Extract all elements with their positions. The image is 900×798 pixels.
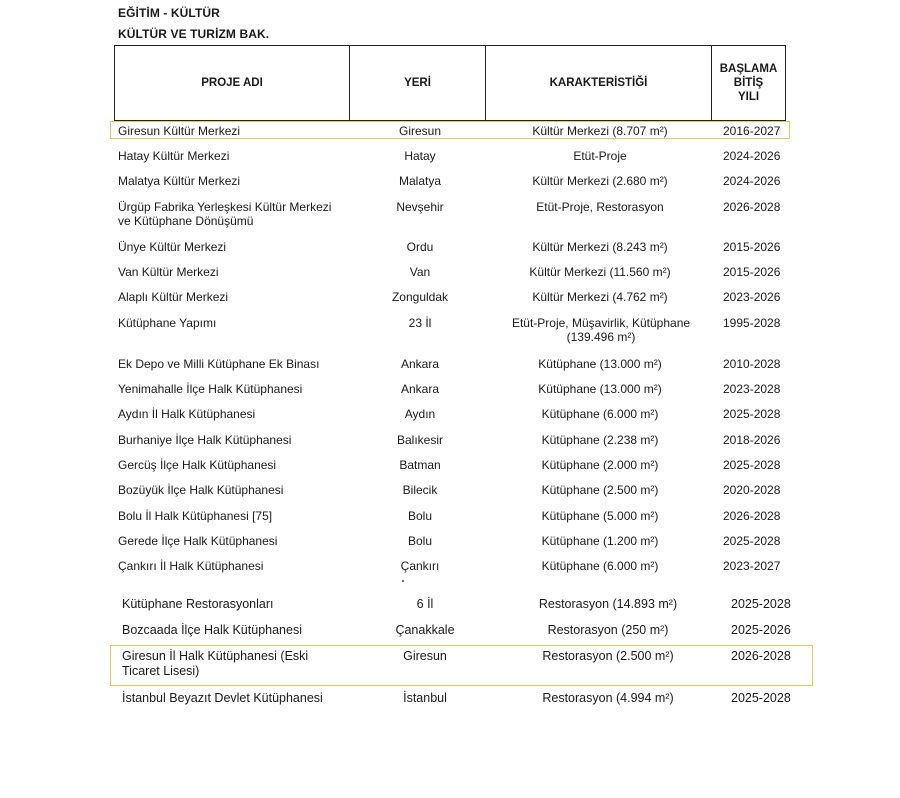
table-header	[114, 45, 786, 121]
cell-location: Bolu	[407, 534, 433, 548]
cell-characteristic: Kütüphane (2.500 m²)	[541, 483, 659, 497]
cell-location: Malatya	[398, 174, 442, 188]
cell-name: İstanbul Beyazıt Devlet Kütüphanesi	[122, 691, 323, 705]
cell-characteristic: Kültür Merkezi (4.762 m²)	[532, 290, 668, 304]
cell-name: Ek Depo ve Milli Kütüphane Ek Binası	[118, 357, 320, 371]
cell-years: 2025-2026	[731, 623, 791, 637]
cell-name: Malatya Kültür Merkezi	[118, 174, 241, 188]
cell-name: Alaplı Kültür Merkezi	[118, 290, 229, 304]
cell-name: Burhaniye İlçe Halk Kütüphanesi	[118, 433, 292, 447]
cell-characteristic: Kütüphane (2.000 m²)	[541, 458, 659, 472]
cell-name: Yenimahalle İlçe Halk Kütüphanesi	[118, 382, 303, 396]
column-header-location: YERİ	[350, 46, 486, 120]
cell-location: Çankırı	[400, 559, 440, 573]
cell-years: 2023-2026	[723, 290, 781, 304]
cell-years: 2023-2028	[723, 382, 781, 396]
cell-years: 2025-2028	[731, 691, 791, 705]
cell-years: 2026-2028	[731, 649, 791, 663]
cell-location: Çanakkale	[395, 623, 455, 637]
column-header-name: PROJE ADI	[115, 46, 350, 120]
cell-years: 2024-2026	[723, 174, 781, 188]
scan-speck	[402, 580, 404, 582]
cell-location: Giresun	[398, 124, 442, 138]
cell-characteristic: Kültür Merkezi (8.707 m²)	[532, 124, 668, 138]
cell-years: 2023-2027	[723, 559, 781, 573]
cell-name: Gerede İlçe Halk Kütüphanesi	[118, 534, 278, 548]
cell-characteristic: Kültür Merkezi (2.680 m²)	[532, 174, 668, 188]
cell-location: 23 İl	[408, 316, 432, 330]
cell-years: 2025-2028	[723, 407, 781, 421]
cell-name: Çankırı İl Halk Kütüphanesi	[118, 559, 264, 573]
cell-characteristic: Kültür Merkezi (11.560 m²)	[529, 265, 671, 279]
cell-characteristic: Etüt-Proje, Restorasyon	[536, 200, 664, 214]
cell-characteristic: Kütüphane (6.000 m²)	[541, 407, 659, 421]
cell-characteristic: Kütüphane (13.000 m²)	[538, 382, 662, 396]
column-header-years-line2: BİTİŞ	[733, 77, 764, 89]
cell-years: 2020-2028	[723, 483, 781, 497]
column-header-years	[712, 46, 785, 120]
cell-characteristic: Kütüphane (6.000 m²)	[541, 559, 659, 573]
cell-characteristic: Restorasyon (2.500 m²)	[542, 649, 674, 663]
cell-location: Ordu	[406, 240, 434, 254]
cell-characteristic: Kültür Merkezi (8.243 m²)	[532, 240, 668, 254]
cell-location: Bolu	[407, 509, 433, 523]
cell-location: Aydın	[404, 407, 436, 421]
cell-name: Ünye Kültür Merkezi	[118, 240, 227, 254]
cell-years: 2015-2026	[723, 265, 781, 279]
cell-name: Kütüphane Yapımı	[118, 316, 217, 330]
cell-characteristic: Kütüphane (5.000 m²)	[541, 509, 659, 523]
cell-characteristic: Restorasyon (250 m²)	[547, 623, 669, 637]
cell-name: Aydın İl Halk Kütüphanesi	[118, 407, 256, 421]
cell-name: Giresun İl Halk Kütüphanesi (Eski Ticaret Lisesi)	[122, 649, 309, 678]
cell-name: Hatay Kültür Merkezi	[118, 149, 230, 163]
column-header-years-line3: YILI	[737, 91, 760, 103]
cell-years: 2010-2028	[723, 357, 781, 371]
cell-years: 2025-2028	[723, 458, 781, 472]
cell-years: 2026-2028	[723, 509, 781, 523]
cell-years: 2024-2026	[723, 149, 781, 163]
cell-years: 2016-2027	[723, 124, 781, 138]
cell-characteristic: Kütüphane (1.200 m²)	[541, 534, 659, 548]
column-header-characteristic: KARAKTERİSTİĞİ	[486, 46, 712, 120]
cell-location: Nevşehir	[396, 200, 444, 214]
cell-characteristic: Kütüphane (13.000 m²)	[538, 357, 662, 371]
cell-name: Ürgüp Fabrika Yerleşkesi Kültür Merkezi ve Kütüphane Dönüşümü	[118, 200, 332, 228]
cell-characteristic: Restorasyon (4.994 m²)	[542, 691, 674, 705]
column-header-years-line1: BAŞLAMA	[719, 63, 778, 75]
cell-years: 2025-2028	[731, 597, 791, 611]
section-subtitle: KÜLTÜR VE TURİZM BAK.	[118, 27, 270, 41]
cell-years: 2015-2026	[723, 240, 781, 254]
cell-location: İstanbul	[403, 691, 447, 705]
cell-location: Van	[409, 265, 431, 279]
cell-location: Bilecik	[402, 483, 438, 497]
cell-years: 1995-2028	[723, 316, 781, 330]
cell-location: Batman	[399, 458, 441, 472]
cell-location: Ankara	[400, 382, 440, 396]
cell-name: Bolu İl Halk Kütüphanesi [75]	[118, 509, 273, 523]
cell-characteristic: Kütüphane (2.238 m²)	[541, 433, 659, 447]
cell-years: 2025-2028	[723, 534, 781, 548]
cell-name: Kütüphane Restorasyonları	[122, 597, 274, 611]
cell-location: Balıkesir	[396, 433, 443, 447]
cell-characteristic: Etüt-Proje	[573, 149, 627, 163]
cell-location: 6 İl	[416, 597, 434, 611]
cell-years: 2018-2026	[723, 433, 781, 447]
cell-location: Hatay	[404, 149, 436, 163]
section-title: EĞİTİM - KÜLTÜR	[118, 6, 220, 20]
cell-characteristic: Restorasyon (14.893 m²)	[538, 597, 678, 611]
cell-years: 2026-2028	[723, 200, 781, 214]
cell-name: Giresun Kültür Merkezi	[118, 124, 241, 138]
cell-location: Zonguldak	[391, 290, 449, 304]
cell-name: Van Kültür Merkezi	[118, 265, 219, 279]
cell-name: Bozcaada İlçe Halk Kütüphanesi	[122, 623, 302, 637]
cell-name: Gercüş İlçe Halk Kütüphanesi	[118, 458, 277, 472]
cell-name: Bozüyük İlçe Halk Kütüphanesi	[118, 483, 284, 497]
cell-characteristic: Etüt-Proje, Müşavirlik, Kütüphane (139.496 m²)	[511, 316, 691, 344]
cell-location: Ankara	[400, 357, 440, 371]
cell-location: Giresun	[403, 649, 447, 663]
